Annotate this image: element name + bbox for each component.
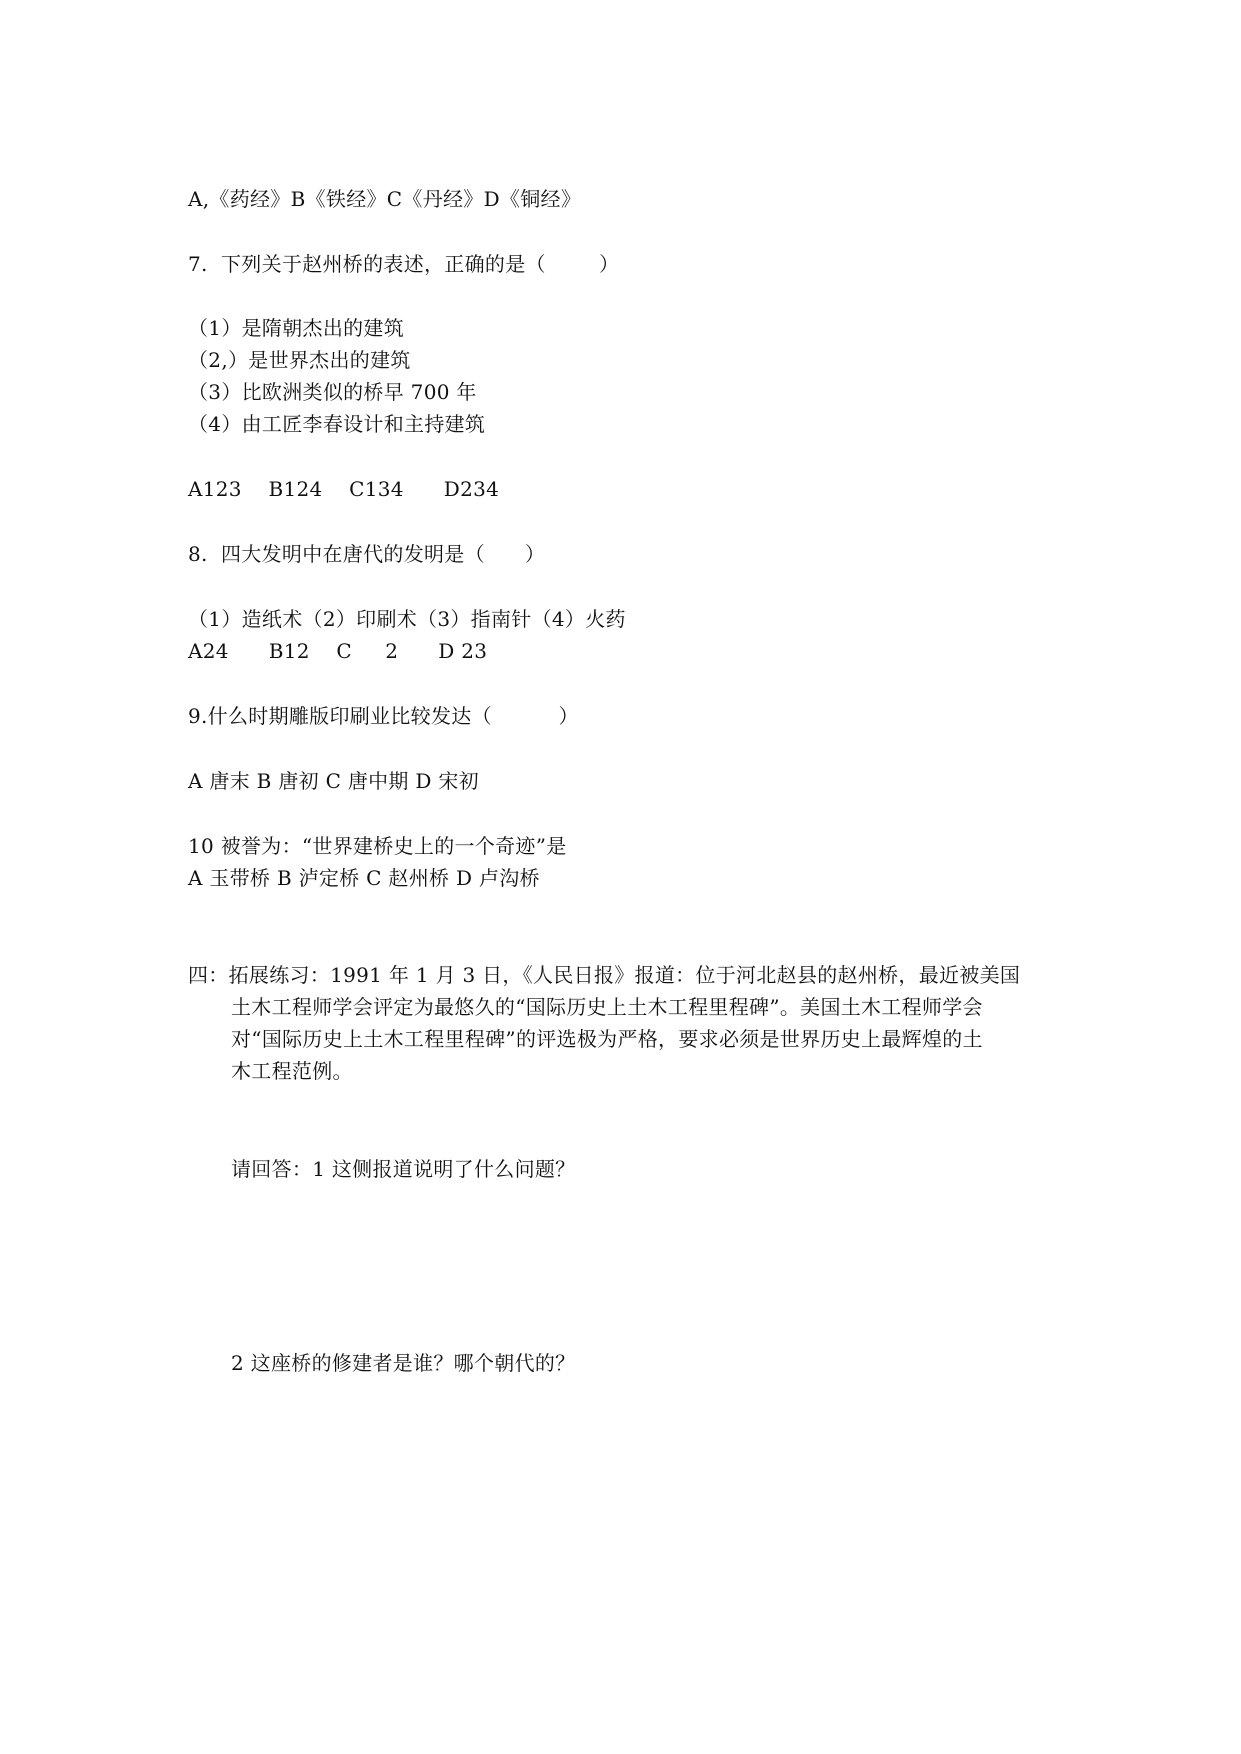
section4-line-2: 土木工程师学会评定为最悠久的“国际历史上土木工程里程碑”。美国土木工程师学会	[231, 995, 983, 1019]
section4-line-3: 对“国际历史上土木工程里程碑”的评选极为严格，要求必须是世界历史上最辉煌的土	[231, 1027, 983, 1051]
q7-options: A123 B124 C134 D234	[188, 477, 500, 501]
section4-line-1: 四：拓展练习：1991 年 1 月 3 日，《人民日报》报道：位于河北赵县的赵州桥，最近被美国	[188, 963, 1021, 987]
q8-statements: （1）造纸术（2）印刷术（3）指南针（4）火药	[188, 607, 626, 631]
q7-question: 7. 下列关于赵州桥的表述，正确的是（ ）	[188, 252, 620, 276]
q9-question: 9.什么时期雕版印刷业比较发达（ ）	[188, 704, 579, 728]
q7-statement-4: （4）由工匠李春设计和主持建筑	[188, 412, 486, 436]
q7-statement-1: （1）是隋朝杰出的建筑	[188, 316, 405, 340]
q9-options: A 唐末 B 唐初 C 唐中期 D 宋初	[188, 769, 479, 793]
q10-options: A 玉带桥 B 泸定桥 C 赵州桥 D 卢沟桥	[188, 866, 540, 890]
q6-options: A,《药经》B《铁经》C《丹经》D《铜经》	[188, 187, 582, 211]
q10-question: 10 被誉为：“世界建桥史上的一个奇迹”是	[188, 834, 567, 858]
q8-question: 8. 四大发明中在唐代的发明是（ ）	[188, 542, 546, 566]
section4-question-2: 2 这座桥的修建者是谁？哪个朝代的？	[231, 1351, 576, 1375]
q7-statement-3: （3）比欧洲类似的桥早 700 年	[188, 380, 477, 404]
q7-statement-2: （2,）是世界杰出的建筑	[188, 348, 411, 372]
section4-line-4: 木工程范例。	[231, 1059, 353, 1083]
section4-question-1: 请回答：1 这侧报道说明了什么问题？	[231, 1157, 576, 1181]
q8-options: A24 B12 C 2 D 23	[188, 639, 488, 663]
